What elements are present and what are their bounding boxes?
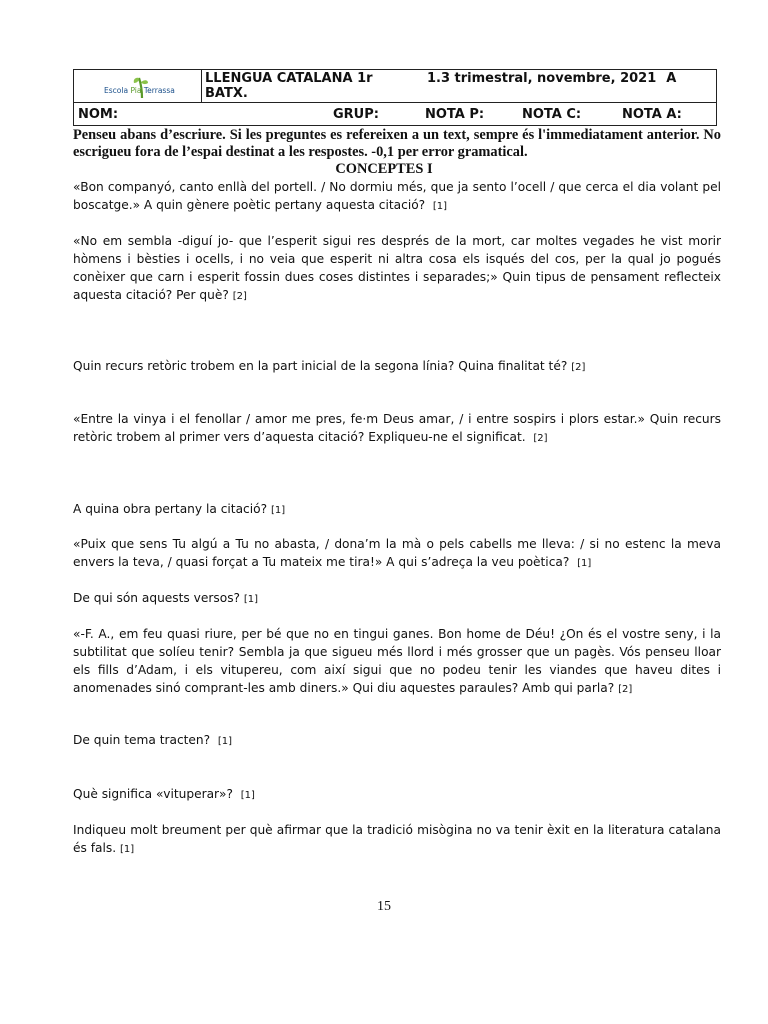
- grade-p-label: NOTA P:: [425, 107, 485, 122]
- logo-text: Escola Pia Terrassa: [104, 86, 175, 95]
- logo-cell: [74, 70, 202, 103]
- question-10: Què significa «vituperar»? [1]: [73, 787, 255, 801]
- course-label: BATX.: [205, 86, 248, 101]
- section-title: CONCEPTES I: [335, 161, 433, 177]
- question-8: «-F. A., em feu quasi riure, per bé que no en tingui ganes. Bon home de Déu! ¿On és el vostre seny, i la subtilitat que solíeu tenir? Sembla ja que sigueu més llord i més grosser que un pagès. Vós penseu lloar els fills d’Adam, i els vitupereu, com així sigui que no podeu tenir les viandes que haveu dites i anomenades sinó comprant-les amb diners.» Qui diu aquestes paraules? Amb qui parla? [2]: [73, 627, 721, 695]
- page-number: 15: [377, 899, 391, 914]
- title-cell: [202, 70, 717, 103]
- student-fields-row: [74, 103, 717, 126]
- name-field-label: NOM:: [78, 107, 119, 122]
- question-7: De qui són aquests versos? [1]: [73, 591, 259, 605]
- question-6: «Puix que sens Tu algú a Tu no abasta, / dona’m la mà o pels cabells me lleva: / si no estenc la meva envers la teva, / quasi forçat a Tu mateix me tira!» A qui s’adreça la veu poètica? [1]: [73, 537, 721, 569]
- term-info: 1.3 trimestral, novembre, 2021: [427, 71, 657, 86]
- question-4: «Entre la vinya i el fenollar / amor me pres, fe·m Deus amar, / i entre sospirs i plors estar.» Quin recurs retòric trobem al primer vers d’aquesta citació? Expliqueu-ne el significat. [2]: [73, 412, 721, 444]
- group-field-label: GRUP:: [333, 107, 379, 122]
- grade-c-label: NOTA C:: [522, 107, 582, 122]
- question-11: Indiqueu molt breument per què afirmar que la tradició misògina no va tenir èxit en la literatura catalana és fals. [1]: [73, 823, 721, 855]
- exam-instructions: Penseu abans d’escriure. Si les preguntes es refereixen a un text, sempre és l'immediatament anterior. No escrigueu fora de l’espai destinat a les respostes. -0,1 per error gramatical.: [73, 127, 721, 160]
- question-9: De quin tema tracten? [1]: [73, 733, 233, 747]
- exam-header: [73, 69, 717, 126]
- question-2: «No em sembla -diguí jo- que l’esperit sigui res després de la mort, car moltes vegades he vist morir hòmens i bèsties i ocells, i no veia que esperit ni altra cosa els isqués del cos, per la qual jo pogués conèixer que carn i esperit fossin dues coses distintes i separades;» Quin tipus de pensament reflecteix aquesta citació? Per què? [2]: [73, 234, 721, 302]
- question-1: «Bon companyó, canto enllà del portell. / No dormiu més, que ja sento l’ocell / que cerca el dia volant pel boscatge.» A quin gènere poètic pertany aquesta citació? [1]: [73, 180, 721, 212]
- group-letter: A: [666, 71, 677, 86]
- subject-title: LLENGUA CATALANA 1r: [205, 71, 373, 86]
- question-5: A quina obra pertany la citació? [1]: [73, 502, 286, 516]
- grade-a-label: NOTA A:: [622, 107, 682, 122]
- school-logo: [104, 74, 184, 100]
- question-3: Quin recurs retòric trobem en la part inicial de la segona línia? Quina finalitat té? [2]: [73, 359, 586, 373]
